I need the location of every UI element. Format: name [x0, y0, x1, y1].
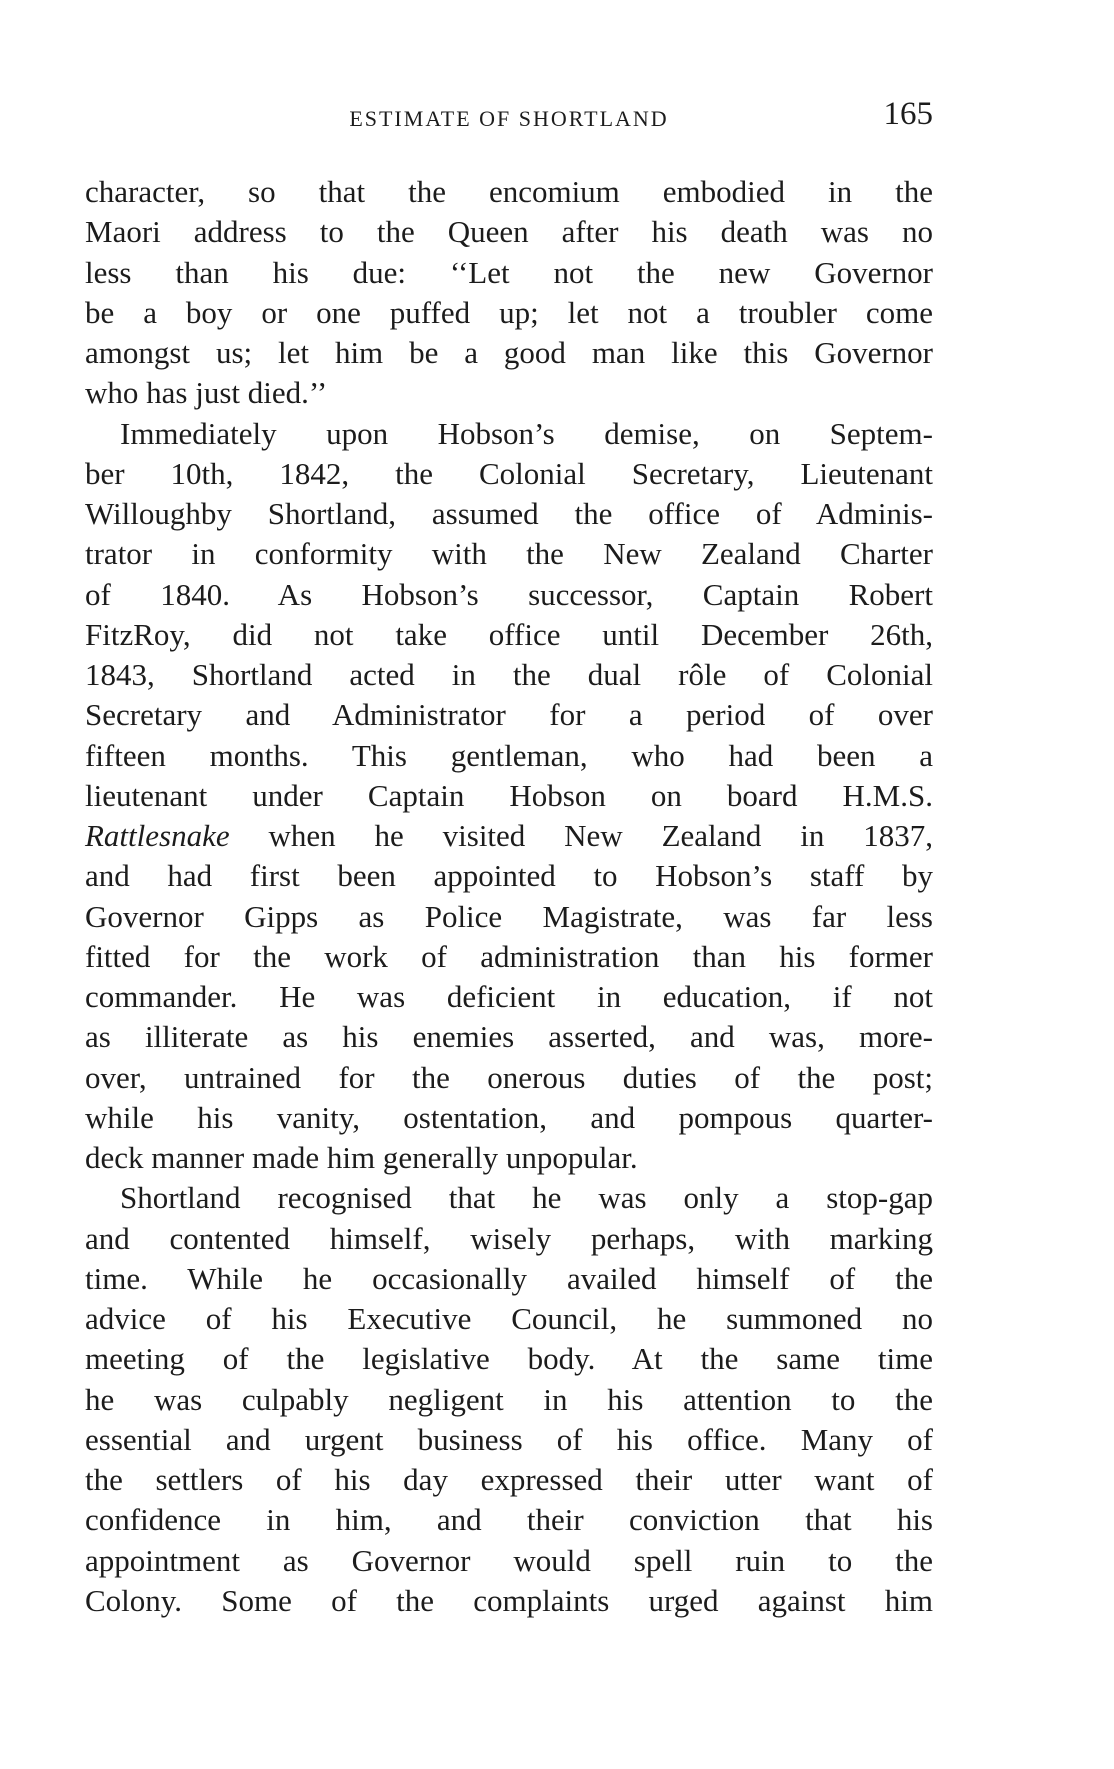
text-line: trator in conformity with the New Zealand Charter [85, 536, 933, 572]
text-line: Willoughby Shortland, assumed the office of Adminis- [85, 496, 933, 531]
text-line: and had first been appointed to Hobson’s staff by [85, 858, 933, 894]
text-line: fitted for the work of administration than his former [85, 938, 933, 974]
text-line: 1843, Shortland acted in the dual rôle of Colonial [85, 657, 933, 692]
text-line-remainder: when he visited New Zealand in 1837, [268, 818, 934, 853]
paragraph-first-line: Shortland recognised that he was only a stop-gap [120, 1180, 933, 1216]
page-number: 165 [883, 96, 933, 132]
text-line: character, so that the encomium embodied in the [85, 174, 933, 209]
text-line: advice of his Executive Council, he summoned no [85, 1301, 933, 1336]
text-line: deck manner made him generally unpopular. [85, 1140, 638, 1175]
text-line: be a boy or one puffed up; let not a troubler come [85, 294, 933, 330]
text-line: and contented himself, wisely perhaps, with marking [85, 1220, 933, 1256]
text-line: essential and urgent business of his office. Many of [85, 1421, 933, 1457]
text-line: ber 10th, 1842, the Colonial Secretary, Lieutenant [85, 455, 933, 491]
text-line: meeting of the legislative body. At the same time [85, 1341, 933, 1377]
text-line: fifteen months. This gentleman, who had been a [85, 737, 933, 773]
text-line: Colony. Some of the complaints urged against him [85, 1582, 933, 1618]
text-line: commander. He was deficient in education, if not [85, 979, 933, 1014]
text-line: as illiterate as his enemies asserted, and was, more- [85, 1019, 933, 1055]
text-line: over, untrained for the onerous duties of the post; [85, 1059, 933, 1095]
ship-name: Rattlesnake [85, 818, 230, 853]
text-line: appointment as Governor would spell ruin to the [85, 1542, 933, 1578]
text-line: amongst us; let him be a good man like this Governor [85, 335, 933, 370]
text-line: time. While he occasionally availed himself of the [85, 1260, 933, 1296]
text-line-with-ship-name [85, 816, 933, 856]
text-line: less than his due: ‘‘Let not the new Governor [85, 254, 933, 290]
text-line: he was culpably negligent in his attention to the [85, 1381, 933, 1417]
text-line: of 1840. As Hobson’s successor, Captain Robert [85, 576, 933, 612]
text-line: confidence in him, and their conviction that his [85, 1502, 933, 1538]
text-line: Governor Gipps as Police Magistrate, was far less [85, 898, 933, 934]
text-line: who has just died.’’ [85, 375, 328, 411]
running-head [85, 96, 933, 140]
body-text [85, 172, 933, 1621]
text-line: lieutenant under Captain Hobson on board H.M.S. [85, 777, 933, 813]
text-line: Secretary and Administrator for a period of over [85, 697, 933, 733]
text-line: while his vanity, ostentation, and pompous quarter- [85, 1099, 933, 1135]
text-line: Maori address to the Queen after his death was no [85, 214, 933, 250]
text-line: FitzRoy, did not take office until December 26th, [85, 616, 933, 652]
text-line: the settlers of his day expressed their utter want of [85, 1462, 933, 1497]
paragraph-first-line: Immediately upon Hobson’s demise, on Septem- [120, 415, 933, 451]
running-title: ESTIMATE OF SHORTLAND [349, 106, 669, 131]
